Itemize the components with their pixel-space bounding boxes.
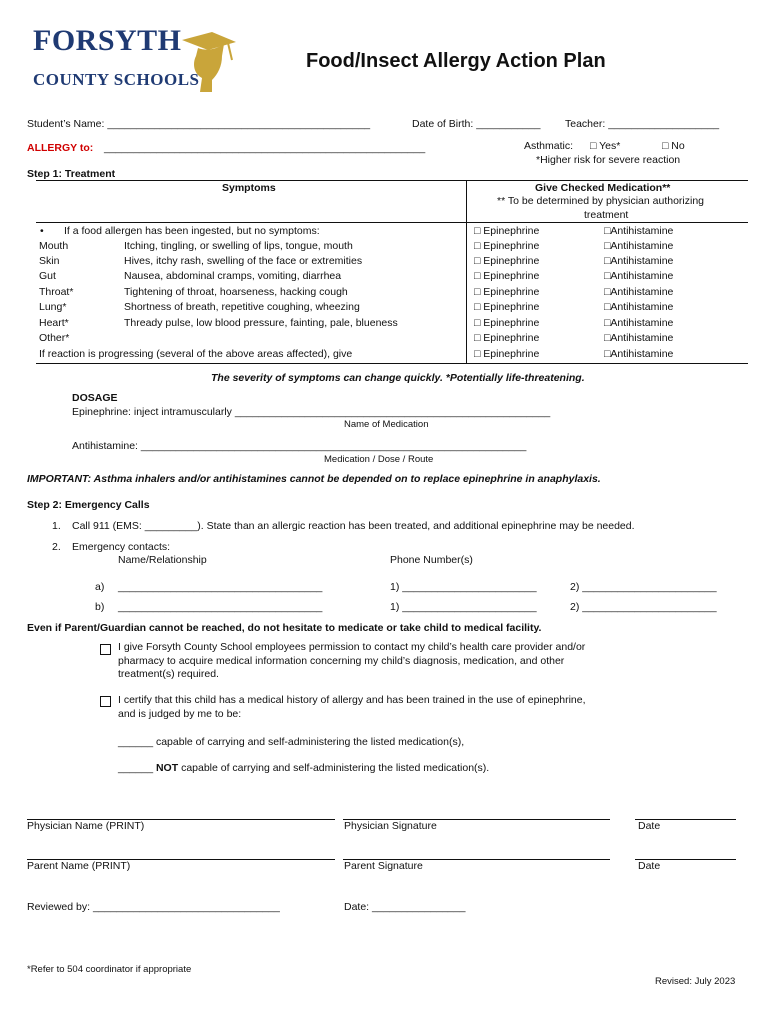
date1-label: Date bbox=[638, 820, 661, 832]
antihistamine-label: Antihistamine bbox=[610, 332, 674, 344]
table-row bbox=[36, 255, 748, 270]
antihistamine-dosage-field[interactable]: Antihistamine: __________________________________________________________________ bbox=[72, 440, 527, 452]
physician-signature-label: Physician Signature bbox=[344, 820, 437, 832]
checkbox-icon[interactable]: □ bbox=[474, 240, 481, 252]
antihistamine-label: Antihistamine bbox=[610, 317, 674, 329]
epinephrine-caption: Name of Medication bbox=[344, 419, 429, 430]
epinephrine-option[interactable] bbox=[474, 301, 539, 313]
contact-b-letter: b) bbox=[95, 601, 105, 613]
row-symptom: Tightening of throat, hoarseness, hacking cough bbox=[124, 286, 348, 298]
checkbox-icon[interactable]: □ bbox=[474, 270, 481, 282]
medication-subheader-2: treatment bbox=[584, 209, 629, 221]
logo-text-county-schools: COUNTY SCHOOLS bbox=[33, 70, 200, 89]
antihistamine-label: Antihistamine bbox=[610, 255, 674, 267]
epinephrine-label: Epinephrine bbox=[483, 348, 540, 360]
row-symptom: If a food allergen has been ingested, but no symptoms: bbox=[64, 225, 320, 237]
epinephrine-option[interactable] bbox=[474, 348, 539, 360]
epinephrine-label: Epinephrine bbox=[483, 240, 540, 252]
contact-a-letter: a) bbox=[95, 581, 105, 593]
epinephrine-label: Epinephrine bbox=[483, 225, 540, 237]
row-area: If reaction is progressing (several of the above areas affected), give bbox=[39, 348, 353, 360]
graduate-silhouette-icon bbox=[178, 30, 238, 94]
step2-item-2-number: 2. bbox=[52, 541, 61, 553]
asthmatic-label: Asthmatic: bbox=[524, 140, 574, 152]
checkbox-icon[interactable]: □ bbox=[604, 348, 611, 360]
antihistamine-label: Antihistamine bbox=[610, 348, 674, 360]
medication-subheader-1: ** To be determined by physician authorizing bbox=[497, 195, 705, 207]
epinephrine-label: Epinephrine bbox=[483, 286, 540, 298]
reviewed-by-field[interactable]: Reviewed by: ________________________________ bbox=[27, 901, 280, 913]
epinephrine-label: Epinephrine bbox=[483, 317, 540, 329]
table-row bbox=[36, 301, 748, 316]
page-title: Food/Insect Allergy Action Plan bbox=[306, 50, 606, 72]
permission-text-2: pharmacy to acquire medical information concerning my child’s diagnosis, medication, and other bbox=[118, 655, 565, 667]
date2-label: Date bbox=[638, 860, 661, 872]
checkbox-icon[interactable]: □ bbox=[590, 140, 597, 152]
symptoms-header: Symptoms bbox=[222, 182, 276, 194]
allergy-label: ALLERGY to: bbox=[27, 142, 94, 154]
asthmatic-no-option[interactable] bbox=[662, 140, 685, 152]
row-area: Gut bbox=[39, 270, 56, 282]
checkbox-icon[interactable]: □ bbox=[662, 140, 669, 152]
checkbox-icon[interactable]: □ bbox=[604, 270, 611, 282]
not-capable-option[interactable] bbox=[118, 762, 489, 774]
step1-heading: Step 1: Treatment bbox=[27, 168, 116, 180]
bullet-icon: • bbox=[40, 225, 44, 237]
table-top-border bbox=[36, 180, 748, 181]
contact-b-name-field[interactable]: ___________________________________ bbox=[118, 601, 323, 613]
higher-risk-note: *Higher risk for severe reaction bbox=[536, 154, 681, 166]
checkbox-icon[interactable]: □ bbox=[474, 255, 481, 267]
antihistamine-label: Antihistamine bbox=[610, 270, 674, 282]
antihistamine-option[interactable] bbox=[604, 317, 673, 329]
antihistamine-label: Antihistamine bbox=[610, 240, 674, 252]
antihistamine-label: Antihistamine bbox=[610, 225, 674, 237]
row-symptom: Shortness of breath, repetitive coughing, wheezing bbox=[124, 301, 360, 313]
date-of-birth-field[interactable]: Date of Birth: ___________ bbox=[412, 118, 541, 130]
permission-text-1: I give Forsyth County School employees permission to contact my child’s health care provider and/or bbox=[118, 641, 586, 653]
capable-option[interactable]: ______ capable of carrying and self-administering the listed medication(s), bbox=[118, 736, 465, 748]
table-row bbox=[36, 286, 748, 301]
table-bottom-border bbox=[36, 363, 748, 364]
allergy-field[interactable]: _______________________________________________________ bbox=[104, 142, 426, 154]
epinephrine-option[interactable] bbox=[474, 286, 539, 298]
reviewed-date-field[interactable]: Date: ________________ bbox=[344, 901, 466, 913]
not-capable-text: capable of carrying and self-administering the listed medication(s). bbox=[181, 762, 490, 774]
asthmatic-yes-label: Yes* bbox=[599, 140, 621, 152]
checkbox-icon[interactable]: □ bbox=[474, 286, 481, 298]
row-area: Heart* bbox=[39, 317, 69, 329]
table-row bbox=[36, 270, 748, 285]
step2-heading: Step 2: Emergency Calls bbox=[27, 499, 150, 511]
antihistamine-option[interactable] bbox=[604, 301, 673, 313]
epinephrine-option[interactable] bbox=[474, 225, 539, 237]
emergency-contacts-label: Emergency contacts: bbox=[72, 541, 171, 553]
parent-name-label: Parent Name (PRINT) bbox=[27, 860, 131, 872]
epinephrine-option[interactable] bbox=[474, 317, 539, 329]
table-row bbox=[36, 317, 748, 332]
table-row bbox=[36, 240, 748, 255]
severity-note: The severity of symptoms can change quickly. *Potentially life-threatening. bbox=[211, 372, 585, 384]
row-area: Other* bbox=[39, 332, 70, 344]
call-911-instruction: Call 911 (EMS: _________). State than an allergic reaction has been treated, and additional epinephrine may be needed. bbox=[72, 520, 635, 532]
epinephrine-label: Epinephrine bbox=[483, 270, 540, 282]
checkbox-icon[interactable]: □ bbox=[604, 240, 611, 252]
checkbox-icon[interactable]: □ bbox=[474, 301, 481, 313]
student-name-field[interactable]: Student’s Name: _____________________________________________ bbox=[27, 118, 371, 130]
checkbox-icon[interactable]: □ bbox=[604, 286, 611, 298]
epinephrine-label: Epinephrine bbox=[483, 301, 540, 313]
antihistamine-option[interactable] bbox=[604, 286, 673, 298]
row-area: Skin bbox=[39, 255, 60, 267]
antihistamine-label: Antihistamine bbox=[610, 301, 674, 313]
checkbox-icon[interactable]: □ bbox=[604, 332, 611, 344]
row-area: Throat* bbox=[39, 286, 74, 298]
antihistamine-option[interactable] bbox=[604, 270, 673, 282]
epinephrine-option[interactable] bbox=[474, 240, 539, 252]
parent-signature-label: Parent Signature bbox=[344, 860, 423, 872]
contact-b-phone2-field[interactable]: 2) _______________________ bbox=[570, 601, 717, 613]
important-note: IMPORTANT: Asthma inhalers and/or antihistamines cannot be depended on to replace epinephrine in anaphylaxis. bbox=[27, 473, 601, 485]
physician-name-label: Physician Name (PRINT) bbox=[27, 820, 145, 832]
contact-a-phone2-field[interactable]: 2) _______________________ bbox=[570, 581, 717, 593]
row-area: Mouth bbox=[39, 240, 69, 252]
table-row bbox=[36, 348, 748, 363]
asthmatic-no-label: No bbox=[671, 140, 685, 152]
step2-item-1-number: 1. bbox=[52, 520, 61, 532]
row-symptom: Itching, tingling, or swelling of lips, tongue, mouth bbox=[124, 240, 353, 252]
dosage-heading: DOSAGE bbox=[72, 392, 118, 404]
table-row bbox=[36, 225, 748, 240]
phone-numbers-label: Phone Number(s) bbox=[390, 554, 473, 566]
teacher-field[interactable]: Teacher: ___________________ bbox=[565, 118, 720, 130]
permission-checkbox[interactable] bbox=[100, 644, 111, 655]
antihistamine-option[interactable] bbox=[604, 332, 673, 344]
epinephrine-label: Epinephrine bbox=[483, 332, 540, 344]
even-if-note: Even if Parent/Guardian cannot be reached, do not hesitate to medicate or take child to medical facility. bbox=[27, 622, 542, 634]
antihistamine-label: Antihistamine bbox=[610, 286, 674, 298]
revised-date: Revised: July 2023 bbox=[655, 976, 736, 987]
row-symptom: Thready pulse, low blood pressure, fainting, pale, blueness bbox=[124, 317, 398, 329]
antihistamine-option[interactable] bbox=[604, 348, 673, 360]
antihistamine-caption: Medication / Dose / Route bbox=[324, 454, 434, 465]
epinephrine-option[interactable] bbox=[474, 270, 539, 282]
row-area: Lung* bbox=[39, 301, 67, 313]
checkbox-icon[interactable]: □ bbox=[604, 317, 611, 329]
certify-text-1: I certify that this child has a medical history of allergy and has been trained in the use of epinephrine, bbox=[118, 694, 586, 706]
footer-note: *Refer to 504 coordinator if appropriate bbox=[27, 964, 192, 975]
asthmatic-yes-option[interactable] bbox=[590, 140, 620, 152]
epinephrine-dosage-field[interactable]: Epinephrine: inject intramuscularly ______________________________________________________ bbox=[72, 406, 551, 418]
table-row bbox=[36, 332, 748, 347]
epinephrine-label: Epinephrine bbox=[483, 255, 540, 267]
checkbox-icon[interactable]: □ bbox=[604, 225, 611, 237]
not-word: NOT bbox=[155, 762, 179, 774]
contact-a-name-field[interactable]: ___________________________________ bbox=[118, 581, 323, 593]
permission-text-3: treatment(s) required. bbox=[118, 668, 219, 680]
antihistamine-option[interactable] bbox=[604, 240, 673, 252]
row-symptom: Nausea, abdominal cramps, vomiting, diarrhea bbox=[124, 270, 342, 282]
not-capable-blank: ______ bbox=[118, 762, 154, 774]
logo-text-forsyth: FORSYTH bbox=[33, 24, 182, 57]
contact-a-phone1-field[interactable]: 1) _______________________ bbox=[390, 581, 537, 593]
table-header-bottom-border bbox=[36, 222, 748, 223]
antihistamine-option[interactable] bbox=[604, 255, 673, 267]
certify-text-2: and is judged by me to be: bbox=[118, 708, 242, 720]
checkbox-icon[interactable]: □ bbox=[474, 317, 481, 329]
checkbox-icon[interactable]: □ bbox=[474, 332, 481, 344]
checkbox-icon[interactable]: □ bbox=[604, 255, 611, 267]
row-symptom: Hives, itchy rash, swelling of the face or extremities bbox=[124, 255, 363, 267]
antihistamine-option[interactable] bbox=[604, 225, 673, 237]
checkbox-icon[interactable]: □ bbox=[474, 225, 481, 237]
contact-b-phone1-field[interactable]: 1) _______________________ bbox=[390, 601, 537, 613]
medication-header: Give Checked Medication** bbox=[535, 182, 671, 194]
epinephrine-option[interactable] bbox=[474, 255, 539, 267]
checkbox-icon[interactable]: □ bbox=[604, 301, 611, 313]
name-relationship-label: Name/Relationship bbox=[118, 554, 207, 566]
checkbox-icon[interactable]: □ bbox=[474, 348, 481, 360]
epinephrine-option[interactable] bbox=[474, 332, 539, 344]
certify-checkbox[interactable] bbox=[100, 696, 111, 707]
